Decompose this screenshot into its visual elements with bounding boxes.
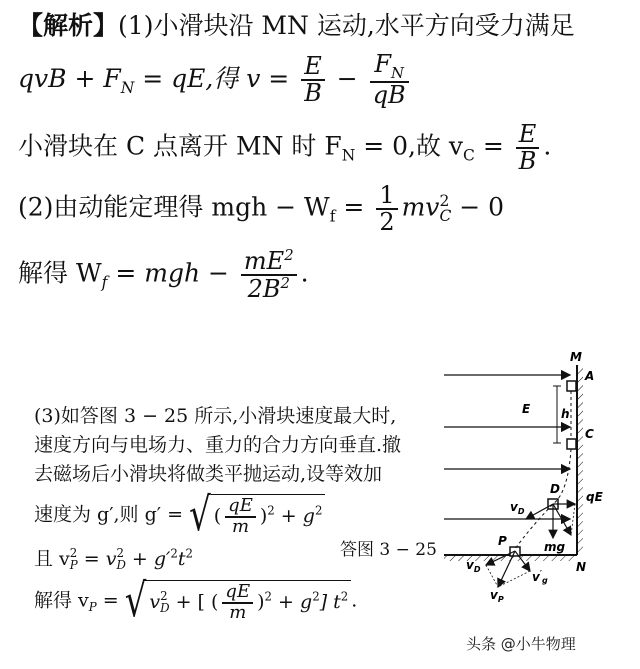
- label-mg: mg: [544, 540, 566, 554]
- part3-line-1: (3)如答图 3 − 25 所示,小滑块速度最大时,: [34, 405, 397, 427]
- part3-line-6: 解得 $v_P$ = √ v 2 D + [ ( $\frac{qE}{m}$ )$^2 + g^2$] $t^2$ .: [34, 574, 358, 629]
- physics-diagram: [430, 343, 630, 605]
- analysis-tag: 解析: [43, 11, 94, 40]
- field-lines: [444, 375, 570, 519]
- block-A: [567, 381, 576, 391]
- part1-equation-1: qvB + $F_N$ = qE,得 v = $\frac{E}{B}$ − $\frac{F_N}{qB}$: [18, 52, 413, 109]
- part3-line-2: 速度方向与电场力、重力的合力方向垂直.撤: [34, 434, 402, 456]
- figure-caption: 答图 3 − 25: [340, 540, 437, 560]
- label-vg-prime: $v'_g$: [532, 569, 548, 585]
- part2-solution: 解得 $W_f$ = mgh − $\frac{mE^2}{2B^2}$ .: [18, 246, 309, 304]
- part2-line-1: (2)由动能定理得 mgh − $W_f$ = $\frac{1}{2}$ mv 2 C − 0: [18, 181, 505, 237]
- fraction-mE2-over-2B2: $\frac{mE^2}{2B^2}$: [241, 248, 297, 302]
- label-C: C: [585, 427, 594, 441]
- part1-line-3: 小滑块在 C 点离开 MN 时 $F_N = 0$,故 $v_C$ = $\frac{E}{B}$ .: [18, 120, 552, 176]
- analysis-tag-close: 】: [93, 11, 119, 40]
- label-qE: qE: [586, 490, 603, 504]
- sqrt-g-prime: √ ( $\frac{qE}{m}$ )$^2 + g^2$: [189, 494, 325, 537]
- label-M: M: [570, 350, 582, 364]
- label-E: E: [522, 402, 531, 416]
- label-h: h: [561, 407, 570, 421]
- label-A: A: [585, 369, 595, 383]
- part3-line-4: 速度为 g′,则 g′ = √ ( $\frac{qE}{m}$ )$^2 + g^2$: [34, 494, 325, 537]
- part3-line-3: 去磁场后小滑块将做类平抛运动,设等效加: [34, 463, 383, 485]
- analysis-tag-open: 【: [18, 11, 44, 40]
- label-vP: $v_P$: [490, 588, 504, 604]
- part1-intro: (1)小滑块沿 MN 运动,水平方向受力满足: [118, 11, 575, 40]
- fraction-one-half: $\frac{1}{2}$: [376, 183, 397, 235]
- label-D: D: [550, 482, 560, 496]
- part3-line-5: 且 v 2 P = v 2 D + $g'^2t^2$: [34, 546, 193, 572]
- fraction-E-over-B-2: $\frac{E}{B}$: [516, 122, 540, 174]
- label-P: P: [498, 534, 507, 548]
- part1-intro-line: [18, 6, 575, 42]
- label-vD: $v_D$: [510, 500, 525, 516]
- fraction-E-over-B: $\frac{E}{B}$: [301, 54, 325, 106]
- block-C: [567, 439, 576, 449]
- watermark-footer: 头条 @小牛物理: [466, 635, 576, 653]
- label-vD-at-P: $v_D$: [466, 558, 481, 574]
- label-N: N: [576, 560, 587, 574]
- sqrt-vp: √ v 2 D + [ ( $\frac{qE}{m}$ )$^2 + g^2$] $t^2$: [125, 580, 352, 623]
- fraction-FN-over-qB: $\frac{F_N}{qB}$: [370, 52, 409, 109]
